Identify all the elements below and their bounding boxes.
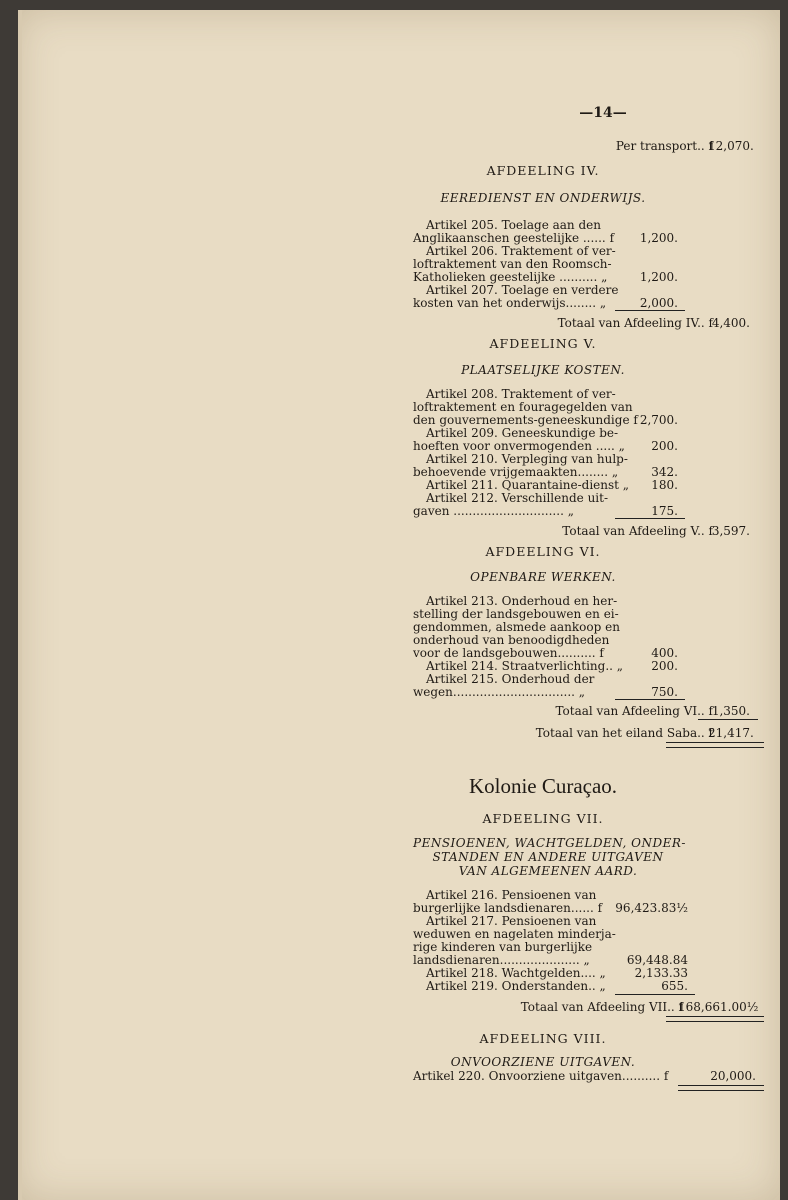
vii-line: landsdienaren..................... „ — [413, 953, 590, 967]
divider-rule — [615, 994, 695, 995]
viii-line: Artikel 220. Onvoorziene uitgaven.......... f — [413, 1069, 669, 1083]
vi-line: gendommen, alsmede aankoop en — [413, 620, 620, 634]
v-line: Artikel 209. Geneeskundige be- — [426, 426, 619, 440]
vii-amount: 69,448.84 — [626, 953, 688, 967]
vi-line: Artikel 214. Straatverlichting.. „ — [426, 659, 624, 673]
iv-line: Artikel 206. Traktement of ver- — [426, 244, 616, 258]
divider-rule — [615, 310, 685, 311]
section-viii-heading: AFDEELING VIII. — [479, 1031, 607, 1046]
v-amount: 342. — [651, 465, 678, 479]
section-vii-subtitle: VAN ALGEMEENEN AARD. — [458, 864, 638, 878]
v-line: Artikel 208. Traktement of ver- — [426, 387, 616, 401]
section-vii-total-label: Totaal van Afdeeling VII.. f — [520, 1000, 683, 1014]
section-vi-heading: AFDEELING VI. — [485, 544, 601, 559]
island-total-value: 21,417. — [708, 726, 754, 740]
divider-rule — [698, 719, 758, 720]
section-v-subtitle: PLAATSELIJKE KOSTEN. — [461, 363, 625, 377]
divider-rule — [615, 518, 685, 519]
iv-line: Katholieken geestelijke .......... „ — [413, 270, 608, 284]
v-line: hoeften voor onvermogenden ..... „ — [413, 439, 625, 453]
iv-line: kosten van het onderwijs........ „ — [413, 296, 607, 310]
iv-line: Artikel 205. Toelage aan den — [426, 218, 601, 232]
vii-line: burgerlijke landsdienaren...... f — [413, 901, 603, 915]
v-line: behoevende vrijgemaakten........ „ — [413, 465, 619, 479]
section-iv-subtitle: EEREDIENST EN ONDERWIJS. — [440, 191, 646, 205]
iv-line: loftraktement van den Roomsch- — [413, 257, 612, 271]
vi-amount: 200. — [651, 659, 678, 673]
iv-amount: 2,000. — [639, 296, 678, 310]
v-line: Artikel 211. Quarantaine-dienst „ — [426, 478, 630, 492]
section-iv-total-label: Totaal van Afdeeling IV.. f — [557, 316, 713, 330]
section-iv-heading: AFDEELING IV. — [486, 163, 600, 178]
colony-title: Kolonie Curaçao. — [468, 774, 618, 798]
section-vi-total-label: Totaal van Afdeeling VI.. f — [555, 704, 713, 718]
vi-line: Artikel 215. Onderhoud der — [426, 672, 595, 686]
v-line: den gouvernements-geneeskundige f — [413, 413, 638, 427]
document-page — [18, 10, 780, 1200]
section-vii-total-value: 168,661.00½ — [678, 1000, 759, 1014]
vi-amount: 750. — [651, 685, 678, 699]
v-amount: 175. — [651, 504, 678, 518]
v-line: gaven ............................. „ — [413, 504, 574, 518]
vii-line: Artikel 219. Onderstanden.. „ — [426, 979, 606, 993]
section-vii-heading: AFDEELING VII. — [482, 811, 604, 826]
vi-line: onderhoud van benoodigdheden — [413, 633, 610, 647]
v-amount: 200. — [651, 439, 678, 453]
section-v-heading: AFDEELING V. — [489, 336, 597, 351]
island-total-label: Totaal van het eiland Saba.. f — [535, 726, 713, 740]
section-vi-subtitle: OPENBARE WERKEN. — [470, 570, 616, 584]
vii-line: Artikel 218. Wachtgelden.... „ — [426, 966, 606, 980]
double-rule — [666, 742, 764, 748]
v-amount: 2,700. — [639, 413, 678, 427]
section-vii-subtitle: PENSIOENEN, WACHTGELDEN, ONDER- — [413, 836, 686, 850]
vi-line: voor de landsgebouwen.......... f — [413, 646, 604, 660]
section-v-total-label: Totaal van Afdeeling V.. f — [562, 524, 713, 538]
v-line: Artikel 210. Verpleging van hulp- — [426, 452, 628, 466]
section-v-total-value: 3,597. — [711, 524, 750, 538]
vi-line: stelling der landsgebouwen en ei- — [413, 607, 619, 621]
viii-amount: 20,000. — [710, 1069, 756, 1083]
vii-amount: 2,133.33 — [634, 966, 688, 980]
vi-line: wegen................................ „ — [413, 685, 585, 699]
section-vi-total-value: 1,350. — [711, 704, 750, 718]
iv-amount: 1,200. — [639, 231, 678, 245]
v-amount: 180. — [651, 478, 678, 492]
v-line: loftraktement en fouragegelden van — [413, 400, 633, 414]
vii-line: Artikel 216. Pensioenen van — [426, 888, 597, 902]
page-fold — [18, 10, 22, 1200]
double-rule — [678, 1085, 764, 1091]
vii-line: Artikel 217. Pensioenen van — [426, 914, 597, 928]
transport-value: 12,070. — [708, 139, 754, 153]
double-rule — [666, 1016, 764, 1022]
section-vii-subtitle: STANDEN EN ANDERE UITGAVEN — [432, 850, 664, 864]
section-iv-total-value: 4,400. — [711, 316, 750, 330]
section-viii-subtitle: ONVOORZIENE UITGAVEN. — [450, 1055, 636, 1069]
vii-line: rige kinderen van burgerlijke — [413, 940, 593, 954]
page-number: —14— — [579, 105, 627, 121]
divider-rule — [615, 699, 685, 700]
vii-line: weduwen en nagelaten minderja- — [413, 927, 616, 941]
iv-line: Artikel 207. Toelage en verdere — [426, 283, 619, 297]
vi-amount: 400. — [651, 646, 678, 660]
vii-amount: 655. — [661, 979, 688, 993]
iv-line: Anglikaanschen geestelijke ...... f — [413, 231, 615, 245]
v-line: Artikel 212. Verschillende uit- — [426, 491, 609, 505]
transport-label: Per transport.. f — [615, 139, 713, 153]
vi-line: Artikel 213. Onderhoud en her- — [426, 594, 618, 608]
iv-amount: 1,200. — [639, 270, 678, 284]
vii-amount: 96,423.83½ — [615, 901, 688, 915]
